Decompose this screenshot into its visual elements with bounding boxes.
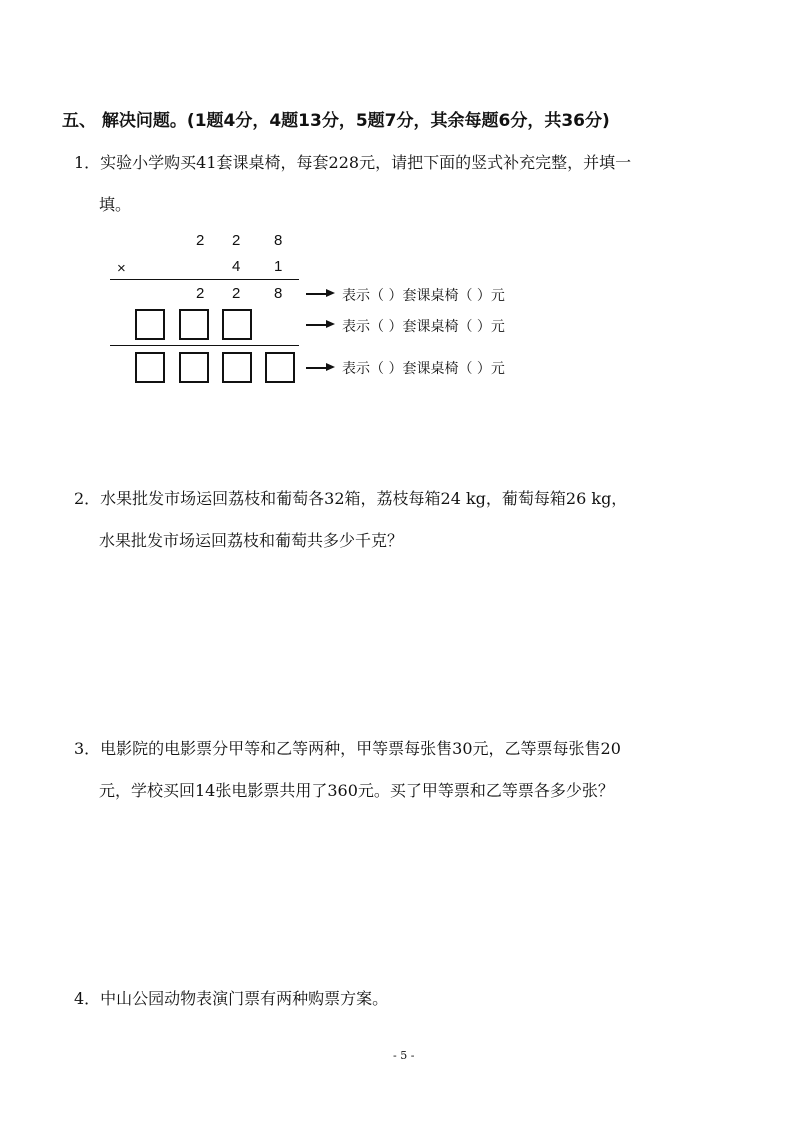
answer-box[interactable]	[179, 352, 209, 383]
digit: 2	[232, 232, 241, 249]
arrow-right-icon	[326, 363, 335, 371]
question-2-line-1: 2．水果批发市场运回荔枝和葡萄各32箱，荔枝每箱24 kg，葡萄每箱26 kg，	[74, 489, 628, 508]
digit: 2	[196, 232, 205, 249]
page-number: - 5 -	[393, 1049, 415, 1062]
question-4-line-1: 4．中山公园动物表演门票有两种购票方案。	[74, 989, 389, 1008]
answer-box[interactable]	[135, 352, 165, 383]
annotation-2: 表示（ ）套课桌椅（ ）元	[342, 319, 505, 335]
digit: 8	[274, 232, 283, 249]
arrow-line	[306, 293, 328, 295]
annotation-1: 表示（ ）套课桌椅（ ）元	[342, 288, 505, 304]
annotation-3: 表示（ ）套课桌椅（ ）元	[342, 361, 505, 377]
underline-2	[110, 345, 299, 346]
digit: 2	[196, 285, 205, 302]
answer-box[interactable]	[179, 309, 209, 340]
digit: 2	[232, 285, 241, 302]
answer-box[interactable]	[222, 309, 252, 340]
arrow-right-icon	[326, 320, 335, 328]
question-2-line-2: 水果批发市场运回荔枝和葡萄共多少千克？	[99, 531, 404, 550]
answer-box[interactable]	[222, 352, 252, 383]
multiply-sign: ×	[117, 260, 126, 277]
question-1-line-1: 1．实验小学购买41套课桌椅，每套228元，请把下面的竖式补充完整，并填一	[74, 153, 632, 172]
digit: 8	[274, 285, 283, 302]
section-title: 五、 解决问题。(1题4分，4题13分，5题7分，其余每题6分，共36分)	[62, 111, 610, 131]
arrow-right-icon	[326, 289, 335, 297]
answer-box[interactable]	[135, 309, 165, 340]
question-3-line-2: 元，学校买回14张电影票共用了360元。买了甲等票和乙等票各多少张？	[99, 781, 614, 800]
digit: 1	[274, 258, 283, 275]
arrow-line	[306, 324, 328, 326]
answer-box[interactable]	[265, 352, 295, 383]
arrow-line	[306, 367, 328, 369]
underline-1	[110, 279, 299, 280]
question-3-line-1: 3．电影院的电影票分甲等和乙等两种，甲等票每张售30元，乙等票每张售20	[74, 739, 621, 758]
question-1-line-2: 填。	[99, 195, 132, 214]
digit: 4	[232, 258, 241, 275]
